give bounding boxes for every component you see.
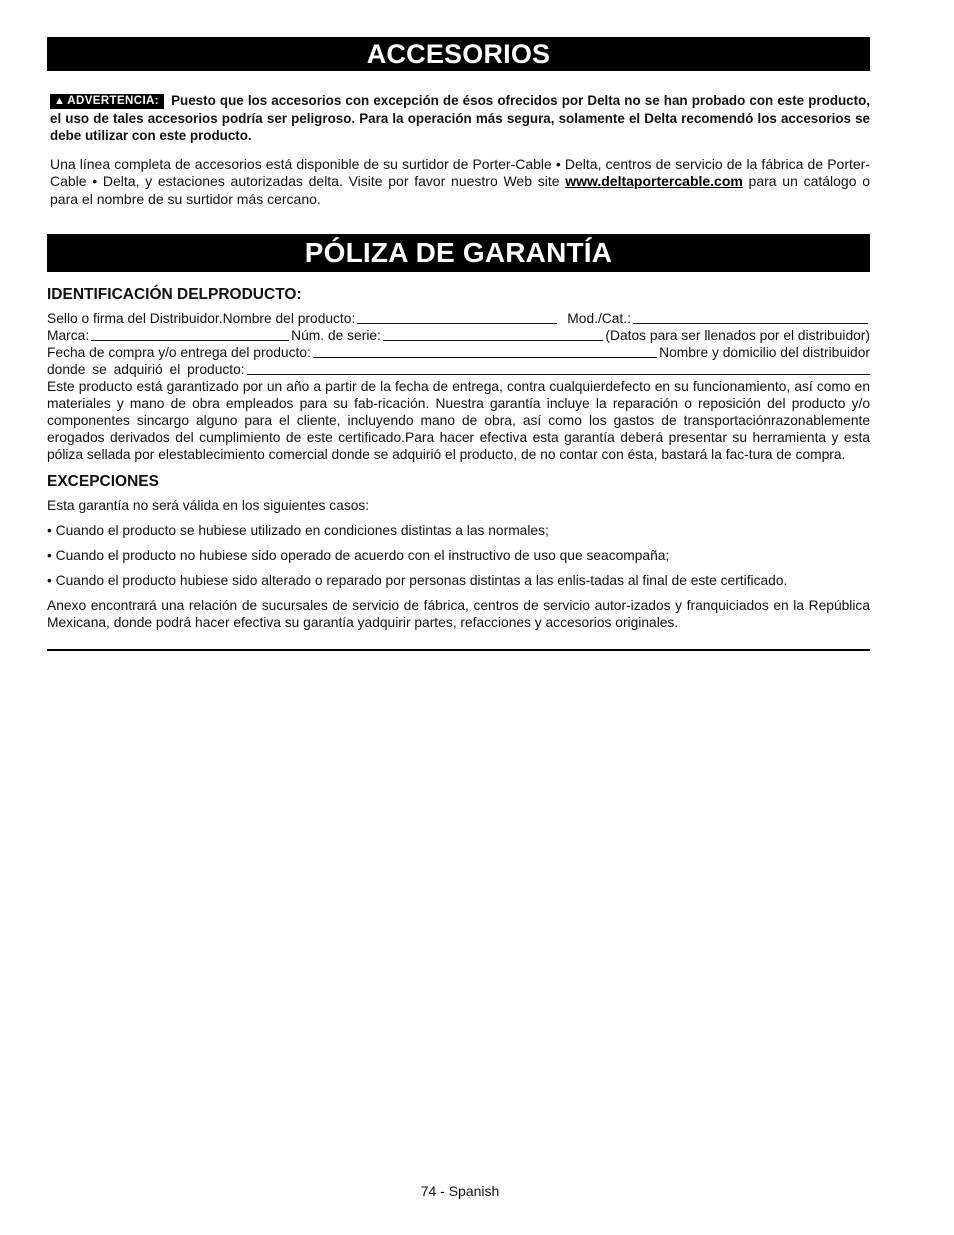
- form-row-brand: [47, 327, 870, 344]
- distributor-note: (Datos para ser llenados por el distribuidor): [605, 328, 870, 343]
- label-distributor-address: Nombre y domicilio del distribuidor: [659, 345, 870, 360]
- form-row-product: [47, 310, 870, 327]
- accesorios-title: ACCESORIOS: [47, 37, 870, 71]
- exception-item: • Cuando el producto no hubiese sido operado de acuerdo con el instructivo de uso que seacompaña;: [47, 548, 670, 563]
- label-brand: Marca:: [47, 328, 90, 343]
- warning-text: Puesto que los accesorios con excepción de ésos ofrecidos por Delta no se han probado con este producto, el uso de tales accesorios podría ser peligroso. Para la operación más segura, solamente el Delta recomendó los accesorios se debe utilizar con este producto.: [50, 93, 870, 143]
- product-id-form: [47, 310, 870, 378]
- warning-paragraph: [47, 92, 870, 145]
- label-place: donde se adquirió el producto:: [47, 362, 245, 377]
- field-purchase-date[interactable]: [313, 356, 657, 358]
- form-row-place: [47, 361, 870, 378]
- website-link[interactable]: www.deltaportercable.com: [565, 173, 743, 189]
- exception-item: • Cuando el producto hubiese sido alterado o reparado por personas distintas a las enlis-tadas al final de este certificado.: [47, 573, 788, 588]
- accesorios-text-after-link: para un catálogo o para el nombre de su surtidor más cercano.: [50, 173, 870, 207]
- label-purchase-date: Fecha de compra y/o entrega del producto:: [47, 345, 311, 360]
- identificacion-heading: IDENTIFICACIÓN DELPRODUCTO:: [47, 286, 302, 303]
- annex-paragraph: Anexo encontrará una relación de sucursales de servicio de fábrica, centros de servicio autor-izados y franquiciados en la República Mexicana, donde podrá hacer efectiva su garantía yadquirir partes, refacciones y accesorios originales.: [47, 598, 870, 630]
- form-row-date: [47, 344, 870, 361]
- field-serial[interactable]: [383, 339, 604, 341]
- section-divider: [47, 649, 870, 651]
- field-brand[interactable]: [91, 339, 289, 341]
- exception-text: Cuando el producto no hubiese sido operado de acuerdo con el instructivo de uso que seacompaña;: [55, 548, 670, 563]
- label-model: Mod./Cat.:: [567, 311, 631, 326]
- warning-triangle-icon: ▲: [54, 95, 66, 107]
- field-product-name[interactable]: [357, 322, 557, 324]
- warranty-paragraph: Este producto está garantizado por un año a partir de la fecha de entrega, contra cualquierdefecto en su funcionamiento, así como en materiales y mano de obra empleados para su fab-ricación. Nuestra garantía incluye la reparación o reposición del producto y/o componentes sincargo alguno para el cliente, incluyendo mano de obra, así como los gastos de transportaciónrazonablemente erogados derivados del cumplimiento de este certificado.Para hacer efectiva esta garantía deberá presentar su herramienta y esta póliza sellada por elestablecimiento comercial donde se adquirió el producto, de no contar con ésta, bastará la fac-tura de compra.: [47, 379, 870, 462]
- warning-badge-label: ADVERTENCIA:: [67, 95, 159, 107]
- excepciones-heading: EXCEPCIONES: [47, 473, 159, 490]
- exceptions-intro: Esta garantía no será válida en los siguientes casos:: [47, 498, 370, 513]
- field-place[interactable]: [247, 373, 870, 375]
- exception-item: • Cuando el producto se hubiese utilizado en condiciones distintas a las normales;: [47, 523, 549, 538]
- page-number: 74 - Spanish: [420, 1183, 500, 1199]
- label-product-name: Sello o firma del Distribuidor.Nombre del producto:: [47, 311, 356, 326]
- label-serial: Núm. de serie:: [291, 328, 381, 343]
- exception-text: Cuando el producto se hubiese utilizado en condiciones distintas a las normales;: [55, 523, 549, 538]
- garantia-title: PÓLIZA DE GARANTÍA: [47, 234, 870, 272]
- field-model[interactable]: [633, 322, 868, 324]
- accesorios-text-before-link: Una línea completa de accesorios está disponible de su surtidor de Porter-Cable • Delta, centros de servicio de la fábrica de Porter-Cable • Delta, y estaciones autorizadas delta. Visite por favor nuestro Web site: [50, 155, 870, 189]
- warning-badge: [50, 94, 164, 109]
- accesorios-paragraph: [47, 156, 870, 209]
- page-content: [47, 37, 870, 651]
- exception-text: Cuando el producto hubiese sido alterado o reparado por personas distintas a las enlis-tadas al final de este certificado.: [55, 573, 788, 588]
